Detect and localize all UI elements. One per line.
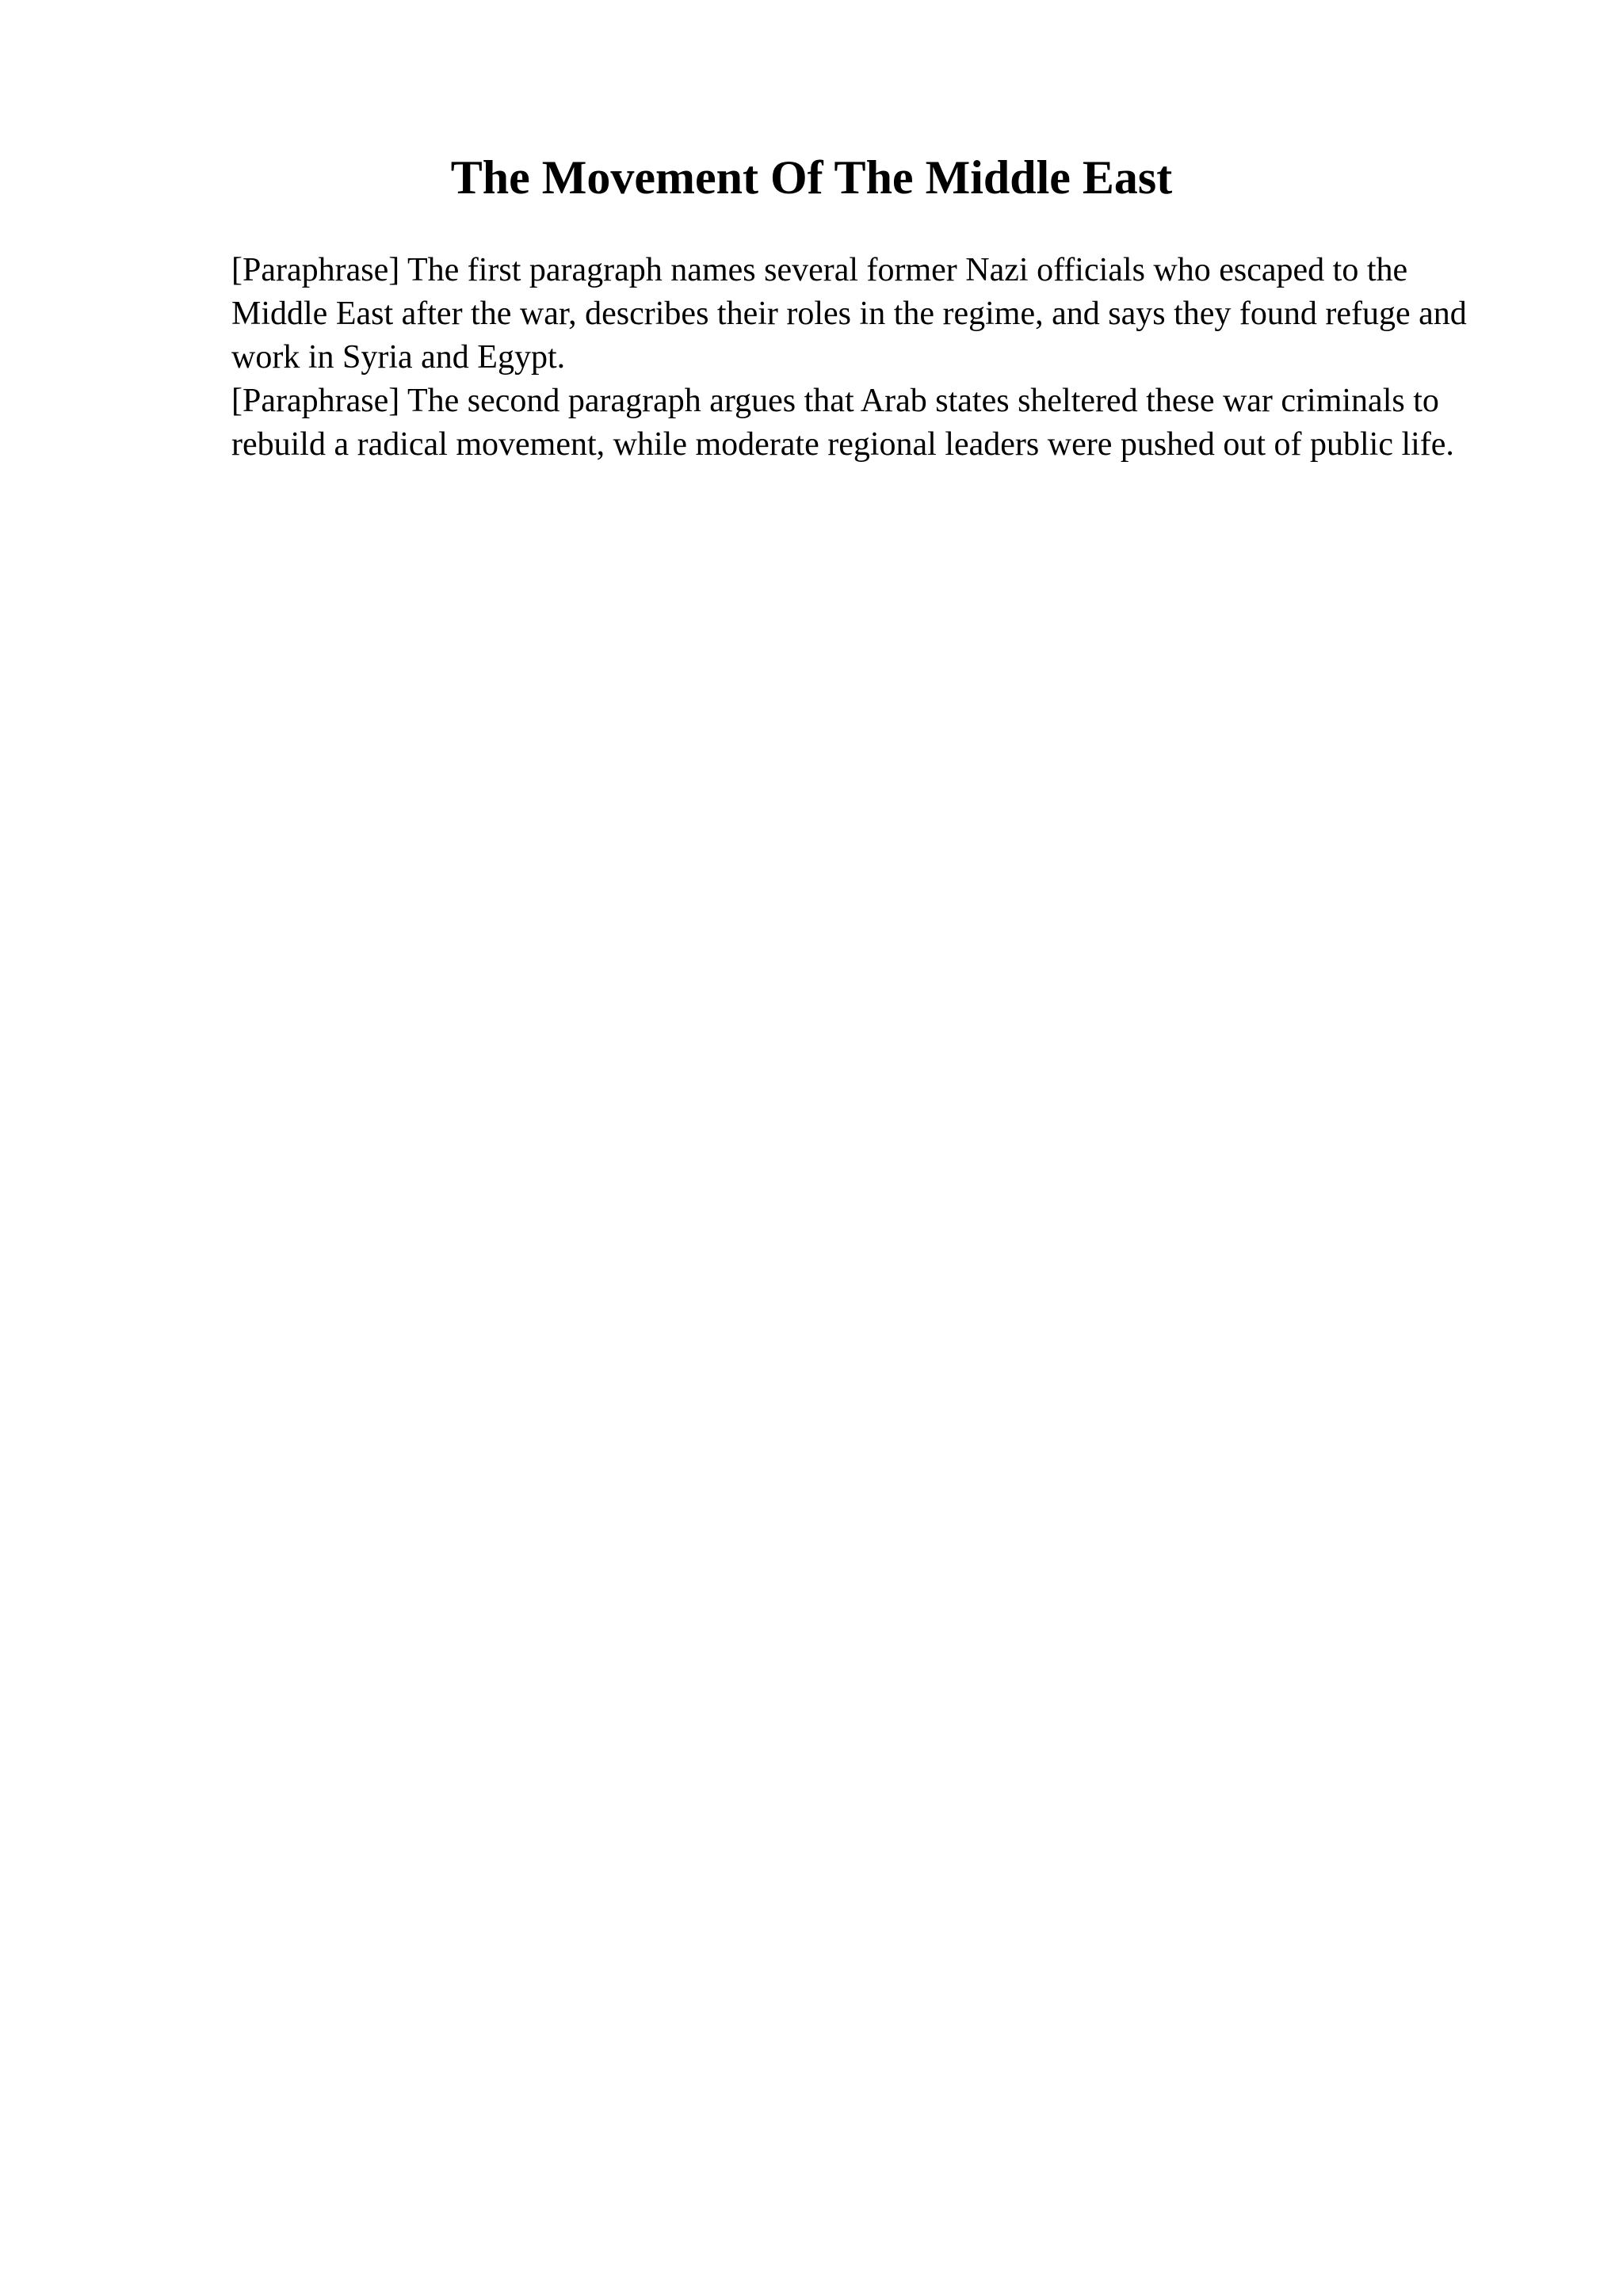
body-paragraph: [Paraphrase] The first paragraph names several former Nazi officials who escaped to the Middle East after the war, describes their roles in the regime, and says they found refuge and work in Syria and Egypt.: [231, 252, 1467, 376]
page-title: The Movement Of The Middle East: [450, 151, 1173, 204]
document-body: [231, 249, 1499, 467]
body-paragraph: [Paraphrase] The second paragraph argues that Arab states sheltered these war criminals to rebuild a radical movement, while moderate regional leaders were pushed out of public life.: [231, 383, 1454, 463]
